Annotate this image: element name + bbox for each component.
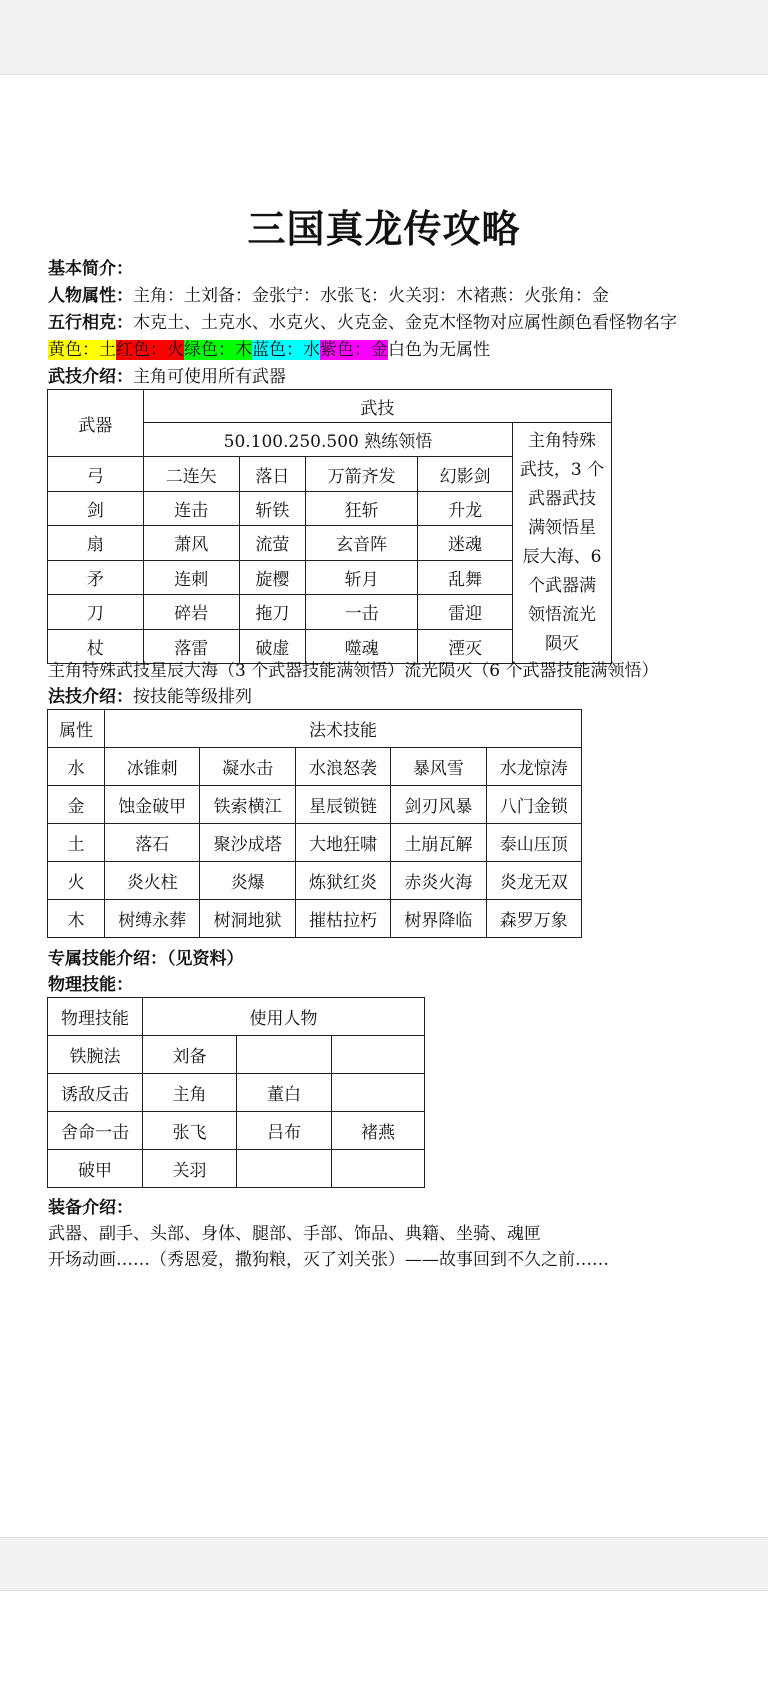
physical-heading: 物理技能： — [48, 975, 133, 995]
wuji-side-line: 陨灭 — [545, 634, 580, 654]
color-red-attr: 火 — [167, 340, 184, 360]
fashu-text: 按技能等级排列 — [133, 687, 252, 707]
skill-cell: 赤炎火海 — [391, 862, 486, 900]
skill-cell: 铁索横江 — [200, 786, 295, 824]
skill-cell: 摧枯拉朽 — [295, 900, 390, 938]
skill-cell: 炎爆 — [200, 862, 295, 900]
wuji-side-line: 武器武技 — [528, 489, 597, 509]
equip-heading: 装备介绍： — [48, 1198, 133, 1218]
wuji-line — [48, 366, 286, 388]
color-green-label: 绿色： — [184, 340, 235, 360]
user-cell: 董白 — [237, 1074, 332, 1112]
skill-cell: 碎岩 — [143, 595, 239, 629]
color-yellow-attr: 土 — [99, 340, 116, 360]
skill-cell: 乱舞 — [418, 560, 513, 594]
color-cyan-label: 蓝色： — [252, 340, 303, 360]
attr-cell: 火 — [48, 862, 105, 900]
weapon-cell: 杖 — [48, 629, 144, 663]
user-cell — [237, 1036, 332, 1074]
user-cell: 吕布 — [237, 1112, 332, 1150]
user-cell — [332, 1150, 425, 1188]
user-cell: 主角 — [143, 1074, 237, 1112]
fashu-table — [47, 709, 582, 938]
skill-cell: 迷魂 — [418, 526, 513, 560]
skill-cell: 幻影剑 — [418, 457, 513, 491]
attr-label: 人物属性： — [48, 286, 133, 306]
skill-cell: 斩铁 — [239, 491, 305, 525]
wuji-side-line: 个武器满 — [528, 576, 597, 596]
skill-cell: 树缚永葬 — [105, 900, 200, 938]
skill-cell: 森罗万象 — [486, 900, 581, 938]
exclusive-heading: 专属技能介绍：（见资料） — [48, 949, 244, 969]
wuji-header-weapon: 武器 — [48, 390, 144, 457]
skill-cell: 流萤 — [239, 526, 305, 560]
physical-skill-cell: 铁腕法 — [48, 1036, 143, 1074]
opening-text: 开场动画……（秀恩爱，撒狗粮，灭了刘关张）——故事回到不久之前…… — [48, 1250, 609, 1270]
wuji-text: 主角可使用所有武器 — [133, 367, 286, 387]
user-cell: 褚燕 — [332, 1112, 425, 1150]
attr-cell: 土 — [48, 824, 105, 862]
skill-cell: 旋樱 — [239, 560, 305, 594]
page-title: 三国真龙传攻略 — [247, 206, 521, 251]
skill-cell: 一击 — [306, 595, 418, 629]
color-magenta-attr: 金 — [371, 340, 388, 360]
intro-heading: 基本简介： — [48, 259, 133, 279]
table-row — [48, 862, 582, 900]
wuji-table — [47, 389, 612, 664]
physical-table — [47, 997, 425, 1188]
color-cyan-attr: 水 — [303, 340, 320, 360]
user-cell: 关羽 — [143, 1150, 237, 1188]
skill-cell: 升龙 — [418, 491, 513, 525]
skill-cell: 星辰锁链 — [295, 786, 390, 824]
wuxing-line — [48, 312, 677, 334]
color-white-note: 白色为无属性 — [388, 340, 490, 360]
skill-cell: 剑刃风暴 — [391, 786, 486, 824]
equip-text: 武器、副手、头部、身体、腿部、手部、饰品、典籍、坐骑、魂匣 — [48, 1224, 541, 1244]
color-green-attr: 木 — [235, 340, 252, 360]
weapon-cell: 刀 — [48, 595, 144, 629]
wuji-side-line: 主角特殊 — [528, 431, 597, 451]
skill-cell: 水浪怒袭 — [295, 748, 390, 786]
wuxing-text: 木克土、土克水、水克火、火克金、金克木怪物对应属性颜色看怪物名字 — [133, 313, 677, 333]
physical-skill-cell: 破甲 — [48, 1150, 143, 1188]
user-cell — [332, 1036, 425, 1074]
table-row — [48, 710, 582, 748]
skill-cell: 湮灭 — [418, 629, 513, 663]
table-row — [48, 748, 582, 786]
skill-cell: 土崩瓦解 — [391, 824, 486, 862]
attr-cell: 木 — [48, 900, 105, 938]
color-legend-line — [48, 339, 490, 361]
fashu-header-attr: 属性 — [48, 710, 105, 748]
table-row — [48, 786, 582, 824]
viewer-page-gap-bar — [0, 1537, 768, 1591]
wuji-header-skill: 武技 — [143, 390, 611, 423]
skill-cell: 冰锥刺 — [105, 748, 200, 786]
skill-cell: 八门金锁 — [486, 786, 581, 824]
fashu-header-skill: 法术技能 — [105, 710, 582, 748]
weapon-cell: 弓 — [48, 457, 144, 491]
weapon-cell: 扇 — [48, 526, 144, 560]
attr-line — [48, 285, 609, 307]
skill-cell: 拖刀 — [239, 595, 305, 629]
fashu-line — [48, 686, 252, 708]
color-red-label: 红色： — [116, 340, 167, 360]
color-yellow-label: 黄色： — [48, 340, 99, 360]
wuji-side-line: 辰大海、6 — [522, 547, 602, 567]
fashu-label: 法技介绍： — [48, 687, 133, 707]
skill-cell: 破虚 — [239, 629, 305, 663]
weapon-cell: 矛 — [48, 560, 144, 594]
skill-cell: 斩月 — [306, 560, 418, 594]
skill-cell: 水龙惊涛 — [486, 748, 581, 786]
wuji-side-line: 武技，3 个 — [519, 460, 605, 480]
user-cell — [332, 1074, 425, 1112]
wuji-note: 主角特殊武技星辰大海（3 个武器技能满领悟）流光陨灭（6 个武器技能满领悟） — [48, 661, 659, 681]
table-row — [48, 998, 425, 1036]
table-row — [48, 1036, 425, 1074]
physical-skill-cell: 舍命一击 — [48, 1112, 143, 1150]
skill-cell: 炎火柱 — [105, 862, 200, 900]
viewer-top-bar — [0, 0, 768, 75]
skill-cell: 连击 — [143, 491, 239, 525]
user-cell: 张飞 — [143, 1112, 237, 1150]
skill-cell: 落雷 — [143, 629, 239, 663]
skill-cell: 万箭齐发 — [306, 457, 418, 491]
skill-cell: 落日 — [239, 457, 305, 491]
wuji-label: 武技介绍： — [48, 367, 133, 387]
physical-header-skill: 物理技能 — [48, 998, 143, 1036]
user-cell: 刘备 — [143, 1036, 237, 1074]
table-row — [48, 1150, 425, 1188]
skill-cell: 泰山压顶 — [486, 824, 581, 862]
skill-cell: 暴风雪 — [391, 748, 486, 786]
wuji-side-line: 满领悟星 — [528, 518, 597, 538]
weapon-cell: 剑 — [48, 491, 144, 525]
attr-cell: 金 — [48, 786, 105, 824]
wuji-side-note — [513, 423, 612, 664]
color-magenta-label: 紫色： — [320, 340, 371, 360]
wuji-side-line: 领悟流光 — [528, 605, 597, 625]
wuji-header-sub: 50.100.250.500 熟练领悟 — [143, 423, 512, 457]
physical-skill-cell: 诱敌反击 — [48, 1074, 143, 1112]
physical-header-users: 使用人物 — [143, 998, 425, 1036]
wuxing-label: 五行相克： — [48, 313, 133, 333]
skill-cell: 凝水击 — [200, 748, 295, 786]
skill-cell: 连刺 — [143, 560, 239, 594]
user-cell — [237, 1150, 332, 1188]
skill-cell: 炎龙无双 — [486, 862, 581, 900]
table-row — [48, 1112, 425, 1150]
skill-cell: 二连矢 — [143, 457, 239, 491]
attr-text: 主角：土刘备：金张宁：水张飞：火关羽：木褚燕：火张角：金 — [133, 286, 609, 306]
skill-cell: 聚沙成塔 — [200, 824, 295, 862]
table-row — [48, 824, 582, 862]
skill-cell: 炼狱红炎 — [295, 862, 390, 900]
skill-cell: 树界降临 — [391, 900, 486, 938]
skill-cell: 玄音阵 — [306, 526, 418, 560]
skill-cell: 落石 — [105, 824, 200, 862]
skill-cell: 萧风 — [143, 526, 239, 560]
table-row — [48, 900, 582, 938]
attr-cell: 水 — [48, 748, 105, 786]
skill-cell: 雷迎 — [418, 595, 513, 629]
table-row — [48, 1074, 425, 1112]
skill-cell: 大地狂啸 — [295, 824, 390, 862]
skill-cell: 树洞地狱 — [200, 900, 295, 938]
skill-cell: 蚀金破甲 — [105, 786, 200, 824]
skill-cell: 狂斩 — [306, 491, 418, 525]
skill-cell: 噬魂 — [306, 629, 418, 663]
